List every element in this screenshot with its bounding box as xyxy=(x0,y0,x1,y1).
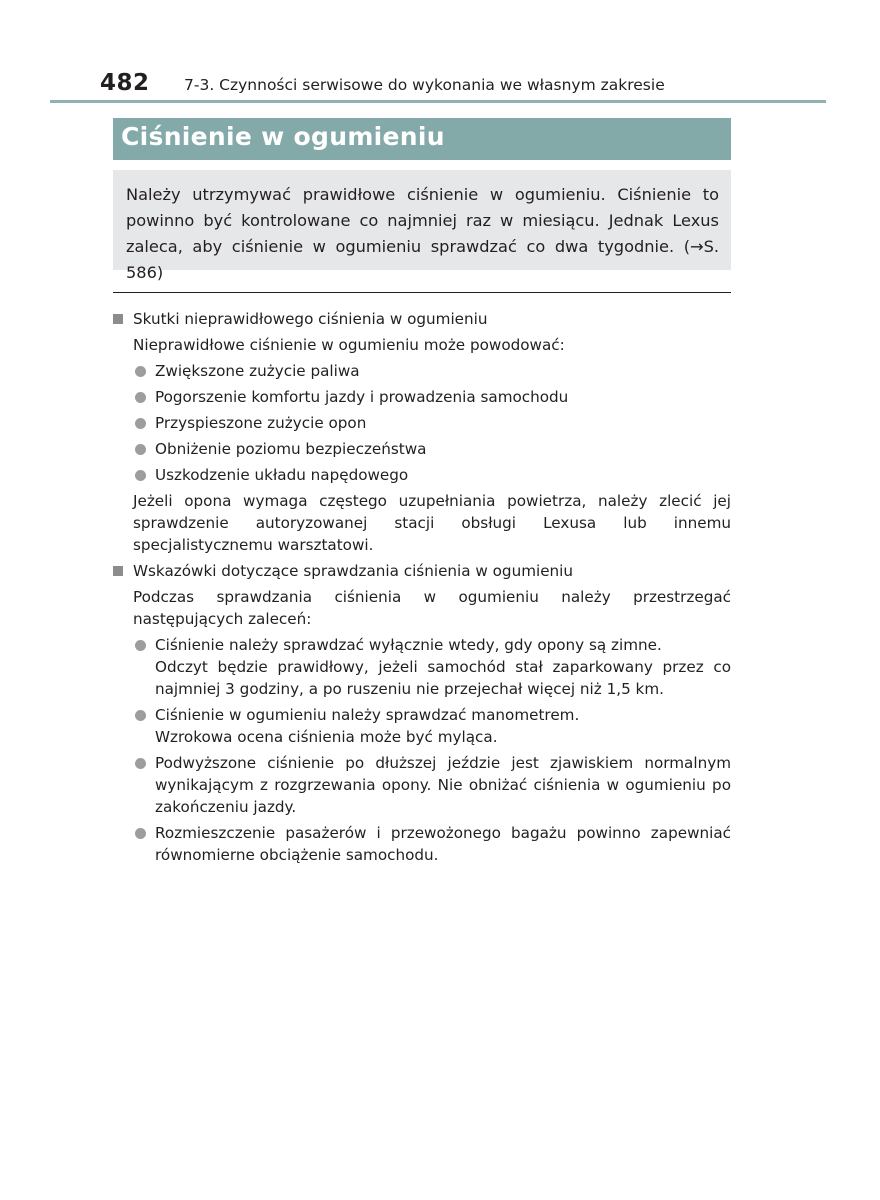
list-item-text: Obniżenie poziomu bezpieczeństwa xyxy=(155,440,427,458)
page-number: 482 xyxy=(100,70,150,96)
list-item-text: Uszkodzenie układu napędowego xyxy=(155,466,409,484)
list-item xyxy=(133,360,731,382)
list-item xyxy=(133,464,731,486)
section-closing: Jeżeli opona wymaga częstego uzupełniania powietrza, należy zlecić jej sprawdzenie autoryzowanej stacji obsługi Lexusa lub innemu specjalistycznemu warsztatowi. xyxy=(133,492,731,554)
section-lead: Nieprawidłowe ciśnienie w ogumieniu może powodować: xyxy=(133,336,565,354)
list-item xyxy=(133,822,731,866)
list-item-text: Podwyższone ciśnienie po dłuższej jeździe jest zjawiskiem normalnym wynikającym z rozgrzewania opony. Nie obniżać ciśnienia w ogumieniu po zakończeniu jazdy. xyxy=(155,754,731,816)
list-item-text: Zwiększone zużycie paliwa xyxy=(155,362,360,380)
divider xyxy=(113,292,731,293)
circle-bullet-icon xyxy=(135,828,146,839)
intro-box xyxy=(113,170,731,282)
list-item xyxy=(133,752,731,818)
section-heading xyxy=(113,308,731,330)
page-title: Ciśnienie w ogumieniu xyxy=(121,122,445,151)
list-item-text: Rozmieszczenie pasażerów i przewożonego bagażu powinno zapewniać równomierne obciążenie samochodu. xyxy=(155,824,731,864)
page-header xyxy=(0,62,826,104)
list-item xyxy=(133,386,731,408)
circle-bullet-icon xyxy=(135,758,146,769)
circle-bullet-icon xyxy=(135,470,146,481)
header-rule xyxy=(50,100,826,103)
circle-bullet-icon xyxy=(135,392,146,403)
section-heading xyxy=(113,560,731,582)
intro-text: Należy utrzymywać prawidłowe ciśnienie w ogumieniu. Ciśnienie to powinno być kontrolowane co najmniej raz w miesiącu. Jednak Lexus zaleca, aby ciśnienie w ogumieniu sprawdzać co dwa tygodnie. (→S. 586) xyxy=(126,185,719,282)
circle-bullet-icon xyxy=(135,710,146,721)
list-item xyxy=(133,704,731,748)
circle-bullet-icon xyxy=(135,640,146,651)
section-lead: Podczas sprawdzania ciśnienia w ogumieniu należy przestrzegać następujących zaleceń: xyxy=(133,588,731,628)
list-item-text: Przyspieszone zużycie opon xyxy=(155,414,367,432)
section-heading-text: Wskazówki dotyczące sprawdzania ciśnienia w ogumieniu xyxy=(133,562,574,580)
list-item xyxy=(133,438,731,460)
circle-bullet-icon xyxy=(135,366,146,377)
circle-bullet-icon xyxy=(135,418,146,429)
content xyxy=(113,308,731,870)
square-bullet-icon xyxy=(113,566,123,576)
section-reference: 7-3. Czynności serwisowe do wykonania we własnym zakresie xyxy=(184,76,665,94)
list-item-text: Ciśnienie należy sprawdzać wyłącznie wtedy, gdy opony są zimne. xyxy=(155,636,662,654)
list-item-text: Ciśnienie w ogumieniu należy sprawdzać manometrem. xyxy=(155,706,580,724)
list-item xyxy=(133,412,731,434)
circle-bullet-icon xyxy=(135,444,146,455)
list-item xyxy=(133,634,731,700)
title-band xyxy=(113,118,731,160)
list-item-text: Pogorszenie komfortu jazdy i prowadzenia samochodu xyxy=(155,388,569,406)
list-item-note: Odczyt będzie prawidłowy, jeżeli samochód stał zaparkowany przez co najmniej 3 godziny, a po ruszeniu nie przejechał więcej niż 1,5 km. xyxy=(155,658,731,698)
section-heading-text: Skutki nieprawidłowego ciśnienia w ogumieniu xyxy=(133,310,488,328)
list-item-note: Wzrokowa ocena ciśnienia może być myląca. xyxy=(155,728,498,746)
square-bullet-icon xyxy=(113,314,123,324)
